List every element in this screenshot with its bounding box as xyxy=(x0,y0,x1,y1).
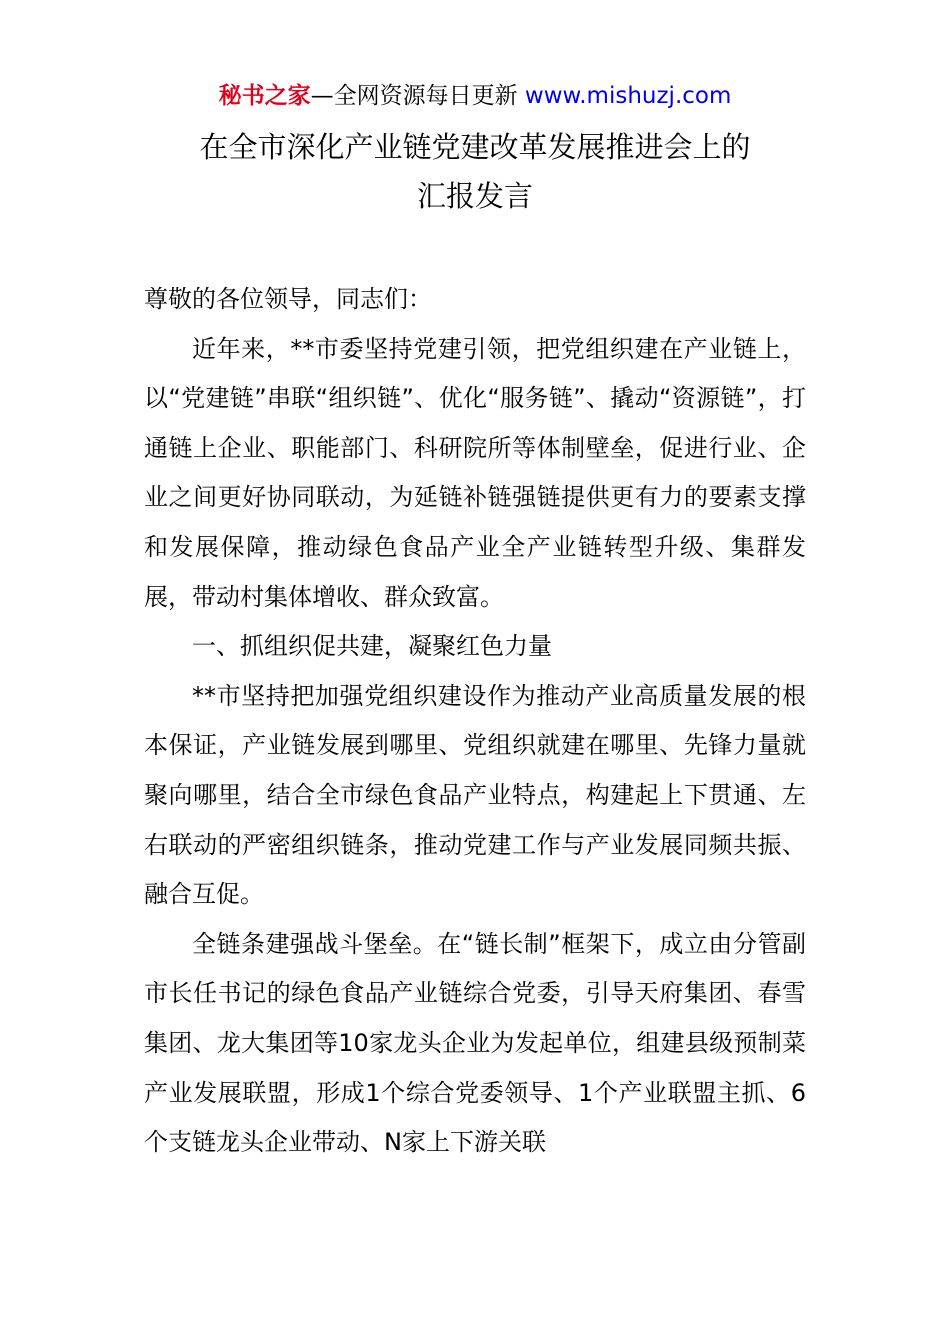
document-title-line-1: 在全市深化产业链党建改革发展推进会上的 xyxy=(199,130,751,164)
site-brand: 秘书之家 xyxy=(218,83,311,109)
paragraph-intro: 近年来，**市委坚持党建引领，把党组织建在产业链上，以“党建链”串联“组织链”、优化“服务链”、撬动“资源链”，打通链上企业、职能部门、科研院所等体制壁垒，促进行业、企业之间更好协同联动，为延链补链强链提供更有力的要素支撑和发展保障，推动绿色食品产业全产业链转型升级、集群发展，带动村集体增收、群众致富。 xyxy=(144,334,806,611)
section-heading-1: 一、抓组织促共建，凝聚红色力量 xyxy=(192,632,552,661)
document-title-line-2: 汇报发言 xyxy=(416,179,533,213)
document-body xyxy=(144,275,806,1168)
paragraph-section-1: **市坚持把加强党组织建设作为推动产业高质量发展的根本保证，产业链发展到哪里、党组织就建在哪里、先锋力量就聚向哪里，结合全市绿色食品产业特点，构建起上下贯通、左右联动的严密组织链条，推动党建工作与产业发展同频共振、融合互促。 xyxy=(144,681,806,909)
salutation: 尊敬的各位领导，同志们： xyxy=(144,285,432,313)
site-tagline: —全网资源每日更新 xyxy=(310,83,525,109)
paragraph-section-1-sub: 全链条建强战斗堡垒。在“链长制”框架下，成立由分管副市长任书记的绿色食品产业链综合党委，引导天府集团、春雪集团、龙大集团等10家龙头企业为发起单位，组建县级预制菜产业发展联盟，形成1个综合党委领导、1个产业联盟主抓、6个支链龙头企业带动、N家上下游关联 xyxy=(144,929,806,1157)
site-header xyxy=(0,80,950,112)
site-url-link[interactable]: www.mishuzj.com xyxy=(524,83,732,109)
